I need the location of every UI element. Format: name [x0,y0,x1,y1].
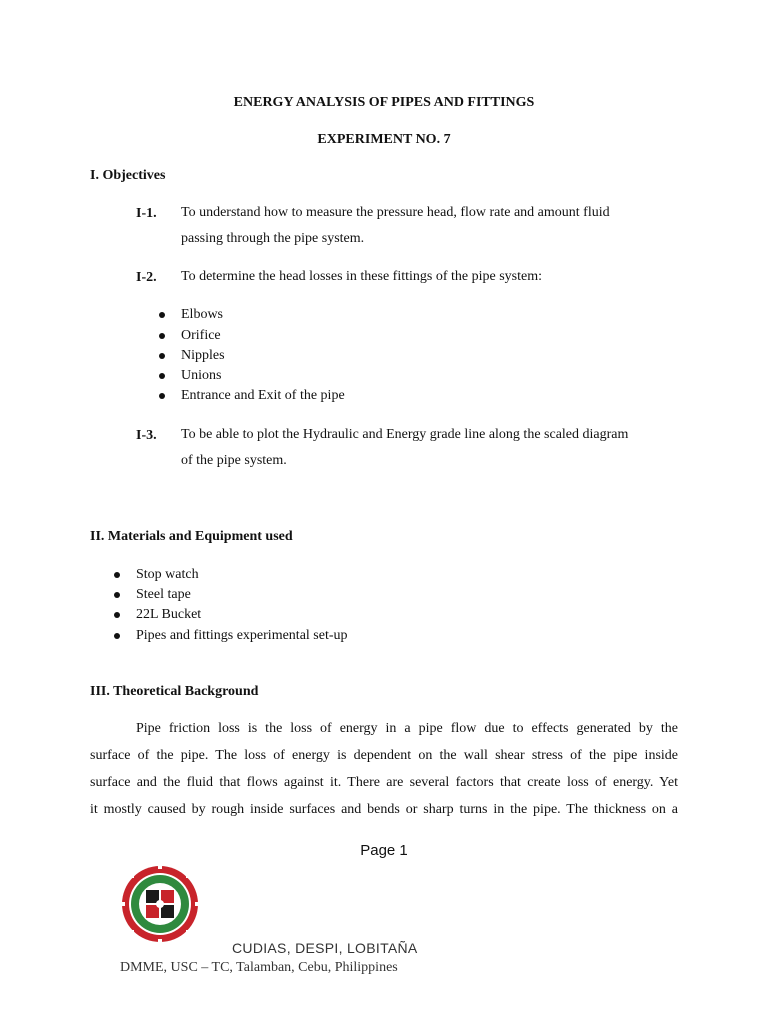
paragraph-line: surface of the pipe. The loss of energy is dependent on the wall shear stress of the pipe inside [90,748,678,763]
list-item: 22L Bucket [136,607,202,622]
bullet-icon [159,333,165,339]
authors: CUDIAS, DESPI, LOBITAÑA [232,940,418,956]
objective-label: I-2. [136,270,157,285]
bullet-icon [114,612,120,618]
bullet-icon [114,633,120,639]
university-seal-logo [118,862,202,946]
list-item: Unions [181,368,222,383]
objective-text: To be able to plot the Hydraulic and Energy grade line along the scaled diagram of the pipe system. [181,427,629,468]
materials-heading: II. Materials and Equipment used [90,529,293,544]
objective-label: I-3. [136,428,157,443]
bullet-icon [114,592,120,598]
page-number: Page 1 [360,842,408,859]
list-item: Entrance and Exit of the pipe [181,388,345,403]
department-address: DMME, USC – TC, Talamban, Cebu, Philippines [120,960,398,975]
bullet-icon [114,572,120,578]
paragraph-line: Pipe friction loss is the loss of energy in a pipe flow due to effects generated by the [136,721,678,736]
theory-heading: III. Theoretical Background [90,684,259,699]
objective-text: To understand how to measure the pressure head, flow rate and amount fluid passing through the pipe system. [181,205,610,246]
list-item: Pipes and fittings experimental set-up [136,628,348,643]
list-item: Elbows [181,307,223,322]
paragraph-line: it mostly caused by rough inside surfaces and bends or sharp turns in the pipe. The thickness on a [90,802,678,817]
list-item: Steel tape [136,587,191,602]
bullet-icon [159,393,165,399]
objectives-heading: I. Objectives [90,168,166,183]
list-item: Orifice [181,328,221,343]
list-item: Nipples [181,348,225,363]
experiment-number: EXPERIMENT NO. 7 [317,132,451,147]
bullet-icon [159,353,165,359]
bullet-icon [159,373,165,379]
bullet-icon [159,312,165,318]
paragraph-line: surface and the fluid that flows against it. There are several factors that create loss of energy. Yet [90,775,678,790]
objective-label: I-1. [136,206,157,221]
list-item: Stop watch [136,567,199,582]
objective-text: To determine the head losses in these fittings of the pipe system: [181,269,542,284]
document-title: ENERGY ANALYSIS OF PIPES AND FITTINGS [233,95,535,110]
